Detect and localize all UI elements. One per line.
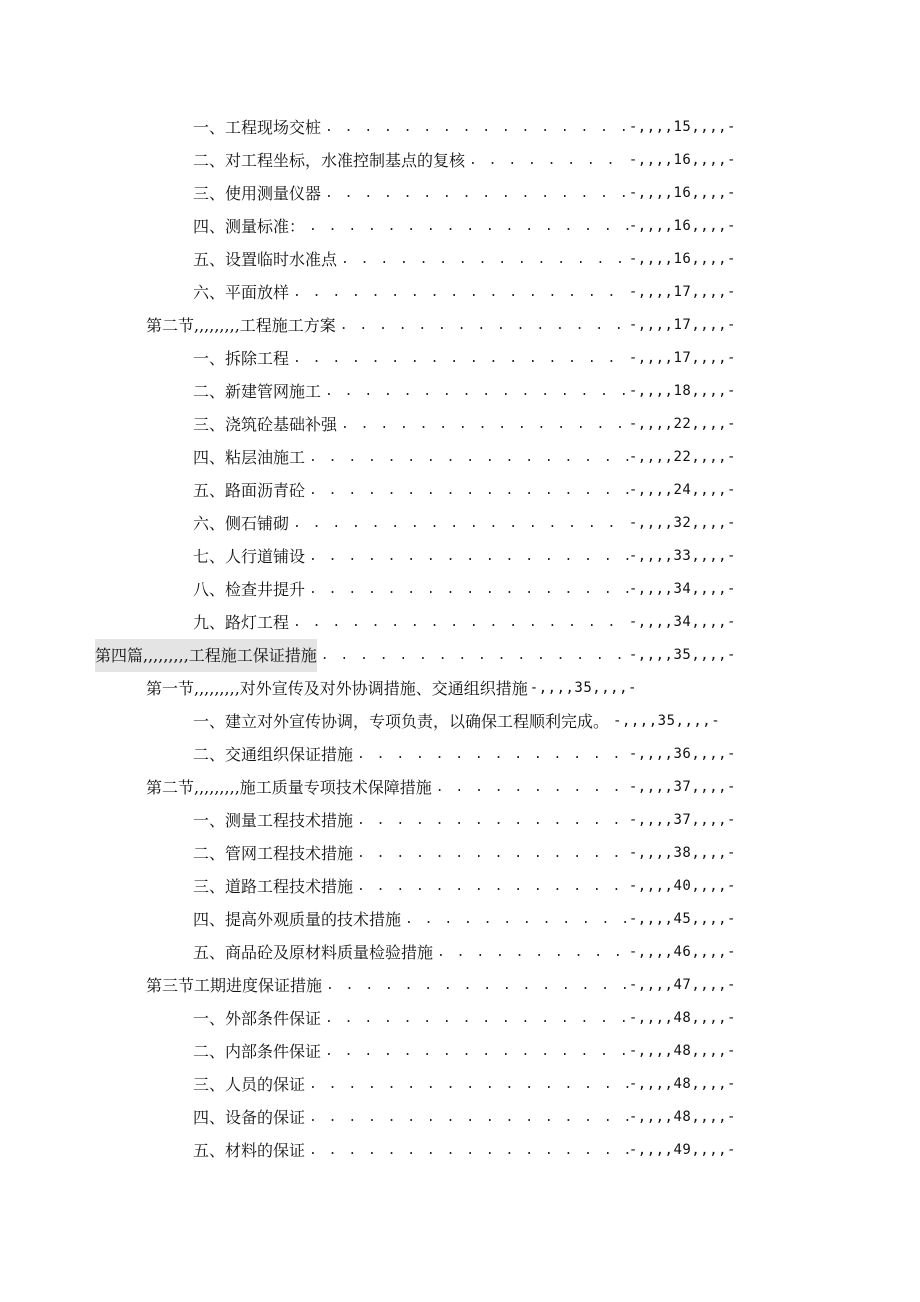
toc-section-entry[interactable] bbox=[146, 771, 736, 804]
toc-entry-title: 一、外部条件保证 bbox=[193, 1009, 322, 1028]
toc-entry-title: 四、提高外观质量的技术措施 bbox=[193, 910, 402, 929]
toc-entry-page: -,,,,37,,,,- bbox=[628, 812, 736, 828]
dot-leader bbox=[305, 441, 629, 474]
toc-entry-page: -,,,,48,,,,- bbox=[628, 1043, 736, 1059]
toc-entry-page: -,,,,35,,,,- bbox=[628, 647, 736, 663]
toc-entry-page: -,,,,33,,,,- bbox=[628, 548, 736, 564]
dot-leader bbox=[337, 243, 629, 276]
dot-leader bbox=[317, 639, 629, 672]
toc-entry-title: 四、粘层油施工 bbox=[193, 448, 306, 467]
dot-leader bbox=[353, 837, 629, 870]
toc-entry-page: -,,,,36,,,,- bbox=[628, 746, 736, 762]
toc-entry-title: 八、检查井提升 bbox=[193, 580, 306, 599]
toc-entry-page: -,,,,35,,,,- bbox=[529, 680, 637, 696]
toc-entry-title: 一、工程现场交桩 bbox=[193, 118, 322, 137]
toc-entry-page: -,,,,15,,,,- bbox=[628, 119, 736, 135]
toc-section-entry[interactable] bbox=[146, 969, 736, 1002]
dot-leader bbox=[321, 1035, 629, 1068]
dot-leader bbox=[433, 936, 629, 969]
toc-entry[interactable] bbox=[193, 111, 736, 144]
toc-entry-page: -,,,,22,,,,- bbox=[628, 449, 736, 465]
dot-leader bbox=[321, 177, 629, 210]
dot-leader bbox=[321, 111, 629, 144]
toc-entry-title: 三、浇筑砼基础补强 bbox=[193, 415, 338, 434]
toc-entry[interactable] bbox=[193, 705, 848, 738]
toc-entry-title: 二、管网工程技术措施 bbox=[193, 844, 354, 863]
dot-leader bbox=[305, 540, 629, 573]
dot-leader bbox=[305, 1101, 629, 1134]
dot-leader bbox=[353, 804, 629, 837]
toc-entry-page: -,,,,18,,,,- bbox=[628, 383, 736, 399]
toc-entry-title: 一、测量工程技术措施 bbox=[193, 811, 354, 830]
toc-entry-title: 五、商品砼及原材料质量检验措施 bbox=[193, 943, 434, 962]
toc-entry-page: -,,,,17,,,,- bbox=[628, 317, 736, 333]
toc-entry-page: -,,,,16,,,,- bbox=[628, 251, 736, 267]
dot-leader bbox=[401, 903, 629, 936]
toc-entry-page: -,,,,24,,,,- bbox=[628, 482, 736, 498]
toc-entry[interactable] bbox=[193, 1101, 736, 1134]
toc-entry-page: -,,,,17,,,,- bbox=[628, 284, 736, 300]
toc-entry[interactable] bbox=[193, 540, 736, 573]
toc-entry-page: -,,,,49,,,,- bbox=[628, 1142, 736, 1158]
toc-entry-page: -,,,,40,,,,- bbox=[628, 878, 736, 894]
toc-entry-title: 二、新建管网施工 bbox=[193, 382, 322, 401]
dot-leader bbox=[353, 870, 629, 903]
toc-entry[interactable] bbox=[193, 804, 736, 837]
toc-section-entry[interactable] bbox=[146, 309, 736, 342]
toc-entry-title: 第三节工期进度保证措施 bbox=[146, 976, 323, 995]
dot-leader bbox=[305, 1068, 629, 1101]
toc-entry[interactable] bbox=[193, 1002, 736, 1035]
toc-entry-title: 第一节,,,,,,,,,对外宣传及对外协调措施、交通组织措施 bbox=[146, 679, 528, 698]
toc-entry-title: 第二节,,,,,,,,,施工质量专项技术保障措施 bbox=[146, 778, 432, 797]
toc-entry[interactable] bbox=[193, 177, 736, 210]
dot-leader bbox=[289, 606, 629, 639]
toc-entry-page: -,,,,38,,,,- bbox=[628, 845, 736, 861]
dot-leader bbox=[305, 1134, 629, 1167]
toc-entry-title-highlighted: 第四篇,,,,,,,,,工程施工保证措施 bbox=[95, 639, 317, 672]
toc-entry[interactable] bbox=[193, 903, 736, 936]
toc-entry-title: 三、人员的保证 bbox=[193, 1075, 306, 1094]
toc-entry-page: -,,,,17,,,,- bbox=[628, 350, 736, 366]
dot-leader bbox=[321, 375, 629, 408]
toc-entry-title: 一、建立对外宣传协调，专项负责，以确保工程顺利完成。 bbox=[193, 712, 610, 731]
toc-entry-page: -,,,,16,,,,- bbox=[628, 185, 736, 201]
dot-leader bbox=[305, 210, 629, 243]
dot-leader bbox=[289, 507, 629, 540]
toc-entry[interactable] bbox=[193, 210, 736, 243]
toc-entry-title: 五、设置临时水准点 bbox=[193, 250, 338, 269]
toc-entry-title: 五、路面沥青砼 bbox=[193, 481, 306, 500]
toc-entry-page: -,,,,37,,,,- bbox=[628, 779, 736, 795]
toc-entry-page: -,,,,16,,,,- bbox=[628, 218, 736, 234]
toc-entry[interactable] bbox=[193, 1134, 736, 1167]
dot-leader bbox=[465, 144, 629, 177]
toc-entry-title: 二、内部条件保证 bbox=[193, 1042, 322, 1061]
toc-entry[interactable] bbox=[193, 342, 736, 375]
toc-entry[interactable] bbox=[193, 936, 736, 969]
toc-entry-page: -,,,,16,,,,- bbox=[628, 152, 736, 168]
toc-entry[interactable] bbox=[193, 408, 736, 441]
dot-leader bbox=[432, 771, 629, 804]
toc-entry-page: -,,,,45,,,,- bbox=[628, 911, 736, 927]
toc-entry-page: -,,,,35,,,,- bbox=[613, 713, 721, 729]
toc-entry[interactable] bbox=[193, 1068, 736, 1101]
toc-entry-page: -,,,,48,,,,- bbox=[628, 1010, 736, 1026]
toc-entry[interactable] bbox=[193, 1035, 736, 1068]
toc-entry-title: 七、人行道铺设 bbox=[193, 547, 306, 566]
toc-entry-title: 五、材料的保证 bbox=[193, 1141, 306, 1160]
toc-entry-title: 二、交通组织保证措施 bbox=[193, 745, 354, 764]
toc-entry[interactable] bbox=[193, 375, 736, 408]
toc-entry[interactable] bbox=[193, 276, 736, 309]
toc-entry-title: 三、道路工程技术措施 bbox=[193, 877, 354, 896]
toc-entry-title: 一、拆除工程 bbox=[193, 349, 290, 368]
toc-entry[interactable] bbox=[193, 243, 736, 276]
toc-entry-title: 三、使用测量仪器 bbox=[193, 184, 322, 203]
dot-leader bbox=[322, 969, 629, 1002]
toc-entry-title: 六、侧石铺砌 bbox=[193, 514, 290, 533]
toc-part-entry[interactable] bbox=[95, 639, 736, 672]
toc-entry-title: 六、平面放样 bbox=[193, 283, 290, 302]
toc-entry[interactable] bbox=[193, 474, 736, 507]
toc-entry[interactable] bbox=[193, 507, 736, 540]
toc-entry-page: -,,,,46,,,,- bbox=[628, 944, 736, 960]
toc-entry[interactable] bbox=[193, 870, 736, 903]
toc-entry[interactable] bbox=[193, 738, 736, 771]
dot-leader bbox=[353, 738, 629, 771]
toc-entry-page: -,,,,34,,,,- bbox=[628, 614, 736, 630]
toc-entry-page: -,,,,32,,,,- bbox=[628, 515, 736, 531]
dot-leader bbox=[305, 573, 629, 606]
toc-entry-title: 第二节,,,,,,,,,工程施工方案 bbox=[146, 316, 336, 335]
toc-entry-page: -,,,,48,,,,- bbox=[628, 1109, 736, 1125]
toc-entry-title: 四、设备的保证 bbox=[193, 1108, 306, 1127]
dot-leader bbox=[337, 408, 629, 441]
toc-entry-page: -,,,,47,,,,- bbox=[628, 977, 736, 993]
dot-leader bbox=[321, 1002, 629, 1035]
toc-entry-title: 二、对工程坐标，水准控制基点的复核 bbox=[193, 151, 466, 170]
toc-entry-title: 九、路灯工程 bbox=[193, 613, 290, 632]
toc-entry-page: -,,,,48,,,,- bbox=[628, 1076, 736, 1092]
toc-entry[interactable] bbox=[193, 573, 736, 606]
dot-leader bbox=[305, 474, 629, 507]
toc-section-entry[interactable] bbox=[146, 672, 736, 705]
toc-entry-page: -,,,,22,,,,- bbox=[628, 416, 736, 432]
toc-entry-title: 四、测量标准： bbox=[193, 217, 306, 236]
toc-entry-page: -,,,,34,,,,- bbox=[628, 581, 736, 597]
dot-leader bbox=[289, 342, 629, 375]
dot-leader bbox=[336, 309, 629, 342]
toc-entry[interactable] bbox=[193, 441, 736, 474]
toc-entry[interactable] bbox=[193, 606, 736, 639]
dot-leader bbox=[289, 276, 629, 309]
toc-entry[interactable] bbox=[193, 837, 736, 870]
toc-entry[interactable] bbox=[193, 144, 736, 177]
